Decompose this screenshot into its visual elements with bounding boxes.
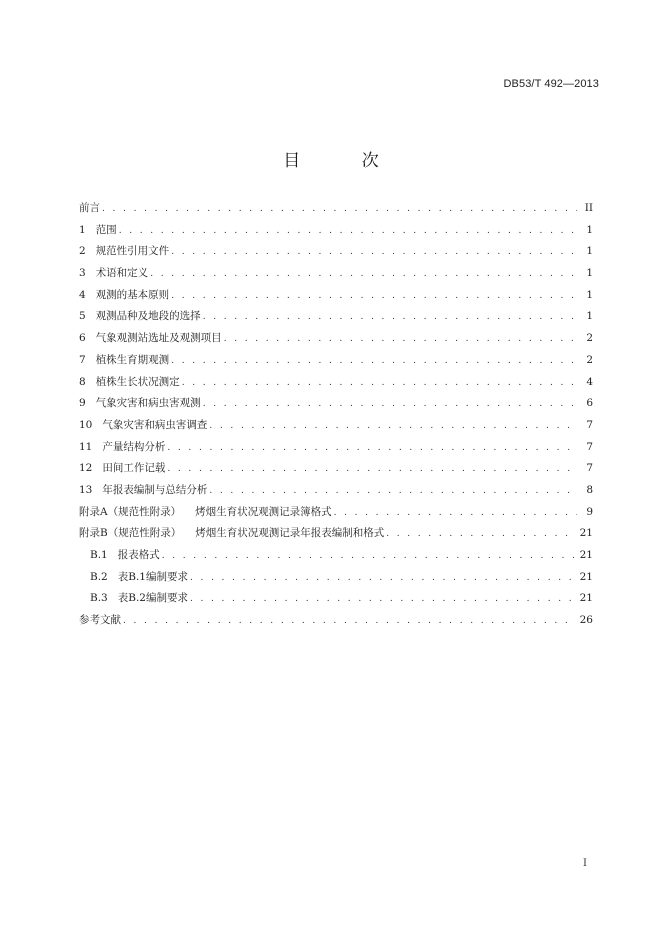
toc-entry[interactable] [79, 306, 593, 328]
toc-entry-title [90, 588, 190, 610]
toc-entry-page: 21 [579, 549, 593, 561]
toc-leader-dots [182, 373, 577, 395]
toc-entry[interactable] [79, 480, 593, 502]
page-title: 目 次 [283, 151, 407, 171]
toc-entry[interactable] [79, 263, 593, 285]
toc-entry-number: 附录A（规范性附录） [79, 505, 182, 518]
toc-leader-dots [167, 438, 577, 460]
toc-entry-number: 附录B（规范性附录） [79, 527, 182, 540]
toc-entry-title [79, 241, 171, 263]
toc-leader-dots [171, 286, 577, 308]
toc-entry[interactable] [79, 458, 593, 480]
toc-entry-label: 年报表编制与总结分析 [102, 483, 208, 496]
toc-leader-dots [209, 481, 577, 503]
toc-entry-title [79, 393, 203, 415]
toc-entry-label: 观测品种及地段的选择 [95, 310, 201, 323]
toc-entry[interactable] [79, 220, 593, 242]
toc-entry-page: 8 [586, 483, 593, 496]
toc-entry-label: 田间工作记载 [102, 462, 166, 475]
toc-leader-dots [119, 221, 577, 243]
toc-entry[interactable] [79, 393, 593, 415]
toc-entry-number: 5 [79, 310, 86, 323]
toc-entry-number: B.3 [90, 592, 108, 605]
toc-leader-dots [203, 394, 577, 416]
toc-entry-title [79, 502, 334, 524]
toc-leader-dots [150, 264, 577, 286]
toc-entry-label: 烤烟生育状况观测记录簿格式 [195, 505, 332, 518]
toc-entry-title [79, 415, 209, 437]
toc-entry-page: 2 [586, 332, 593, 345]
toc-entry-label: 规范性引用文件 [95, 245, 170, 258]
toc-entry-title [79, 220, 119, 242]
toc-entry-number: 13 [79, 483, 93, 496]
toc-entry-number: 6 [79, 332, 86, 345]
toc-leader-dots [167, 459, 577, 481]
toc-entry-title [90, 567, 190, 589]
toc-leader-dots [386, 524, 573, 546]
toc-entry-label: 报表格式 [117, 549, 160, 561]
toc-entry[interactable] [79, 523, 593, 545]
toc-entry-page: 4 [586, 375, 593, 388]
toc-entry[interactable] [79, 545, 593, 567]
toc-leader-dots [203, 307, 577, 329]
toc-entry-page: 7 [586, 418, 593, 431]
toc-entry-number: 11 [79, 440, 93, 453]
toc-entry[interactable] [79, 372, 593, 394]
toc-entry-title [79, 480, 209, 502]
toc-entry[interactable] [79, 328, 593, 350]
toc-entry-title [79, 198, 102, 220]
toc-entry-page: 26 [579, 614, 593, 627]
toc-entry-page: 7 [586, 440, 593, 453]
toc-entry[interactable] [79, 198, 593, 220]
toc-entry-number: B.1 [90, 549, 108, 561]
toc-entry-page: 2 [586, 353, 593, 366]
toc-entry-page: 1 [586, 288, 593, 301]
toc-entry[interactable] [79, 610, 593, 632]
toc-entry-page: 21 [579, 570, 593, 583]
toc-entry-page: 1 [586, 267, 593, 280]
toc-entry-number: 8 [79, 375, 86, 388]
toc-entry-page: 9 [586, 505, 593, 518]
toc-entry-page: II [584, 202, 593, 214]
toc-entry-title [79, 523, 386, 545]
toc-entry[interactable] [79, 567, 593, 589]
toc-entry-number: 2 [79, 245, 86, 258]
toc-entry-label: 观测的基本原则 [95, 288, 170, 301]
toc-entry-page: 21 [579, 527, 593, 540]
toc-leader-dots [171, 351, 577, 373]
toc-entry-label: 表B.2编制要求 [117, 592, 188, 605]
toc-entry-page: 6 [586, 397, 593, 410]
toc-entry-number: B.2 [90, 570, 108, 583]
toc-entry[interactable] [79, 241, 593, 263]
toc-leader-dots [102, 199, 577, 221]
toc-entry-label: 植株生长状况测定 [95, 375, 180, 388]
toc-entry-title [79, 306, 203, 328]
toc-leader-dots [190, 589, 574, 611]
toc-leader-dots [209, 416, 577, 438]
toc-entry-title [79, 285, 171, 307]
toc-entry-label: 表B.1编制要求 [117, 570, 188, 583]
toc-entry-page: 1 [586, 310, 593, 323]
toc-entry-label: 参考文献 [79, 614, 121, 627]
toc-entry-label: 植株生育期观测 [95, 353, 170, 366]
toc-entry-label: 气象灾害和病虫害观测 [95, 397, 201, 410]
toc-entry-label: 前言 [79, 202, 100, 214]
toc-entry-title [79, 610, 123, 632]
toc-entry-label: 气象灾害和病虫害调查 [102, 418, 208, 431]
toc-entry-number: 12 [79, 462, 93, 475]
toc-entry-label: 气象观测站选址及观测项目 [95, 332, 222, 345]
table-of-contents [79, 198, 593, 632]
toc-entry-number: 4 [79, 288, 86, 301]
toc-entry-number: 7 [79, 353, 86, 366]
toc-entry-title [90, 545, 162, 567]
toc-entry-number: 1 [79, 223, 86, 236]
toc-entry-title [79, 328, 224, 350]
toc-leader-dots [334, 503, 577, 525]
toc-entry-title [79, 458, 167, 480]
toc-entry-number: 9 [79, 397, 86, 410]
toc-leader-dots [224, 329, 577, 351]
toc-leader-dots [171, 242, 577, 264]
toc-entry[interactable] [79, 588, 593, 610]
toc-entry-label: 术语和定义 [95, 267, 149, 280]
toc-entry[interactable] [79, 502, 593, 524]
toc-entry-number: 3 [79, 267, 86, 280]
toc-entry-page: 1 [586, 223, 593, 236]
toc-entry[interactable] [79, 350, 593, 372]
toc-leader-dots [162, 546, 574, 568]
toc-entry-label: 范围 [95, 223, 117, 236]
toc-entry-page: 1 [586, 245, 593, 258]
toc-entry-number: 10 [79, 418, 93, 431]
toc-leader-dots [190, 568, 574, 590]
toc-leader-dots [123, 611, 574, 633]
toc-entry[interactable] [79, 285, 593, 307]
toc-entry-label: 产量结构分析 [102, 440, 166, 453]
toc-entry-title [79, 372, 182, 394]
toc-entry-title [79, 437, 167, 459]
standard-code: DB53/T 492—2013 [503, 78, 599, 90]
toc-entry-title [79, 263, 150, 285]
toc-entry[interactable] [79, 437, 593, 459]
toc-entry[interactable] [79, 415, 593, 437]
toc-entry-page: 21 [579, 592, 593, 605]
toc-entry-title [79, 350, 171, 372]
toc-entry-label: 烤烟生育状况观测记录年报表编制和格式 [195, 527, 385, 540]
page-number: I [583, 858, 587, 869]
toc-entry-page: 7 [586, 462, 593, 475]
